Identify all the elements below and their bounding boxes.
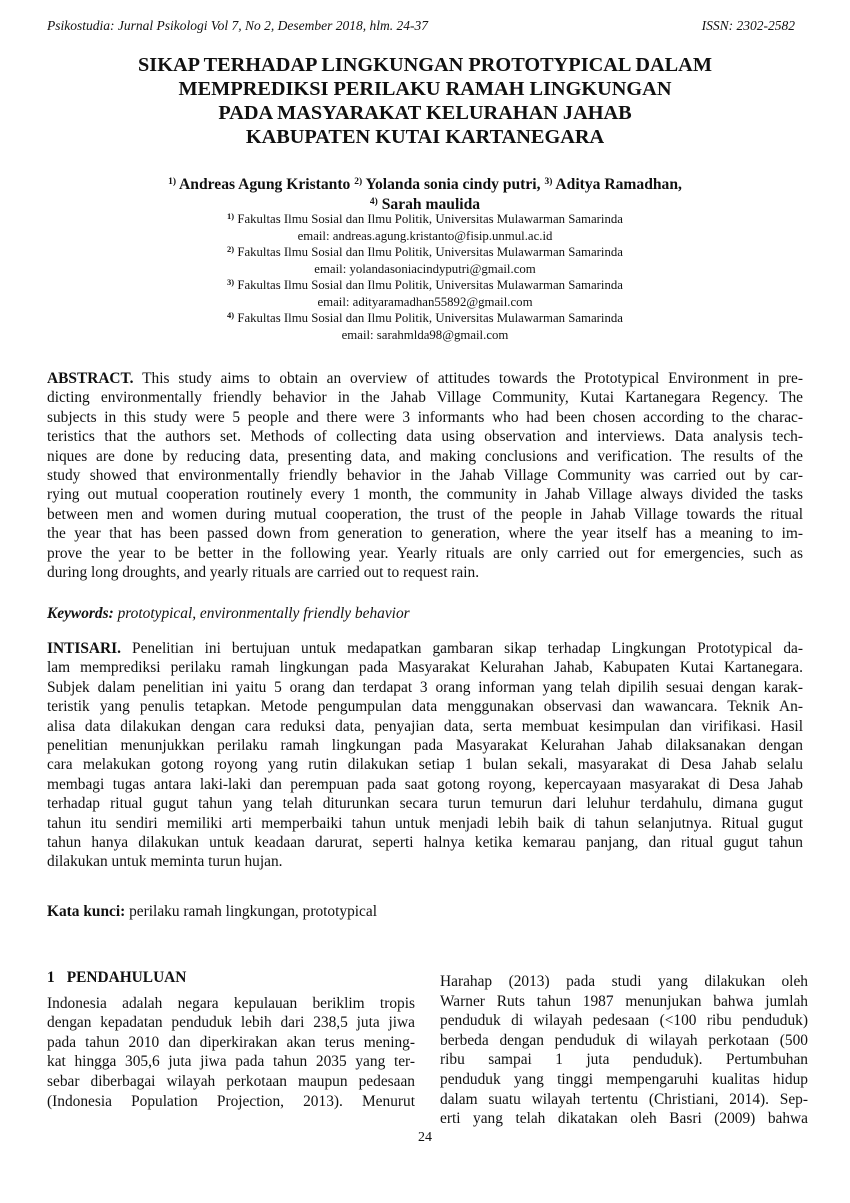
body-line: berbeda dengan penduduk di wilayah perkotaan (500 <box>440 1031 808 1049</box>
body-line: (Indonesia Population Projection, 2013). Menurut <box>47 1092 415 1110</box>
body-line: dalam suatu wilayah tertentu (Christiani, 2014). Sep- <box>440 1090 808 1108</box>
intisari-line: teristik yang penulis tetapkan. Metode pengumpulan data menggunakan observasi dan wawancara. Teknik An- <box>47 698 803 716</box>
kata-kunci-text: perilaku ramah lingkungan, prototypical <box>129 903 377 920</box>
title-line: KABUPATEN KUTAI KARTANEGARA <box>245 126 605 148</box>
body-line: Harahap (2013) pada studi yang dilakukan oleh <box>440 973 808 990</box>
affiliation-email: email: adityaramadhan55892@gmail.com <box>317 294 533 309</box>
affiliation-marker: 1) <box>227 211 235 221</box>
author-name: Yolanda sonia cindy putri, <box>365 176 541 193</box>
intisari-line: lam memprediksi perilaku ramah lingkungan pada Masyarakat Kelurahan Jahab, Kabupaten Kutai Kartanegara. <box>47 659 803 677</box>
section-title: PENDAHULUAN <box>66 969 187 986</box>
abstract-line: between men and women during mutual cooperation, the trust of the people in Jahab Village towards the ritual <box>47 505 803 523</box>
body-line: erti yang telah dikatakan oleh Basri (2009) bahwa <box>440 1110 808 1128</box>
author-marker: 3) <box>544 177 553 187</box>
abstract-line: subjects in this study were 5 people and there were 3 informants who had been chosen according to the charac- <box>47 408 803 426</box>
affiliation-email: email: sarahmlda98@gmail.com <box>341 327 509 342</box>
abstract-line: prove the year to be better in the following year. Yearly rituals are only carried out for emergencies, such as <box>47 544 803 562</box>
abstract-line: teristics that the authors set. Methods of collecting data using observation and interviews. Data analysis tech- <box>47 428 803 446</box>
page-number: 24 <box>418 1130 432 1145</box>
abstract <box>47 369 803 582</box>
intisari-line: cara melakukan gotong royong yang rutin dilakukan setiap 1 bulan sekali, masyarakat di Desa Jahab selalu <box>47 756 803 774</box>
author-list <box>40 175 810 215</box>
title-line: MEMPREDIKSI PERILAKU RAMAH LINGKUNGAN <box>178 78 672 100</box>
affiliation-institution: $^{3)}$ Fakultas Ilmu Sosial dan Ilmu Politik, Universitas Mulawarman Samarinda <box>227 277 623 292</box>
affiliation-marker: 3) <box>227 277 235 287</box>
affiliation-institution: $^{4)}$ Fakultas Ilmu Sosial dan Ilmu Politik, Universitas Mulawarman Samarinda <box>227 310 623 325</box>
paper-title <box>60 53 790 149</box>
right-column <box>440 972 808 1129</box>
author-name: Andreas Agung Kristanto <box>179 176 351 193</box>
title-line: PADA MASYARAKAT KELURAHAN JAHAB <box>218 102 632 124</box>
intisari-line: dilakukan untuk meminta turun hujan. <box>47 853 283 871</box>
abstract-line: ABSTRACT. This study aims to obtain an overview of attitudes towards the Prototypical Environment in pre- <box>47 370 803 387</box>
affiliation-email: email: yolandasoniacindyputri@gmail.com <box>314 261 536 276</box>
abstract-line: study showed that environmentally friendly behavior in the Jahab Village Community was carried out by car- <box>47 467 803 485</box>
body-line: sebar diberbagai wilayah perkotaan maupun pedesaan <box>47 1072 415 1090</box>
body-line: ribu sampai 1 juta penduduk). Pertumbuhan <box>440 1051 808 1069</box>
body-line: penduduk yang tinggi mempengaruhi kualitas hidup <box>440 1070 808 1088</box>
abstract-line: niques are done by reducing data, presenting data, and making conclusions and verification. The results of the <box>47 447 803 465</box>
body-line: Indonesia adalah negara kepulauan beriklim tropis <box>47 994 415 1012</box>
issn-label: ISSN: 2302-2582 <box>701 18 795 33</box>
intisari-line: tahun itu sendiri memiliki arti memperbaiki tahun untuk menjadi lebih baik di tahun selanjutnya. Ritual gugut <box>47 814 803 832</box>
intisari-line: terhadap ritual gugut tahun yang telah diturunkan secara turun temurun dari leluhur terdahulu, dimana gugut <box>47 795 803 813</box>
section-number: 1 <box>47 969 55 986</box>
keywords-text: prototypical, environmentally friendly behavior <box>117 605 410 622</box>
left-column <box>47 968 415 1111</box>
abstract-line: during long droughts, and yearly rituals are carried out to request rain. <box>47 564 480 582</box>
keywords-label: Keywords: <box>47 605 114 622</box>
intisari-line: tahun hanya dilakukan untuk keadaan darurat, seperti halnya ketika kemarau panjang, dan ritual gugut tahun <box>47 834 803 852</box>
affiliation-institution: $^{2)}$ Fakultas Ilmu Sosial dan Ilmu Politik, Universitas Mulawarman Samarinda <box>227 244 623 259</box>
author-marker: 4) <box>369 197 378 207</box>
body-line: pada tahun 2010 dan diperkirakan akan terus mening- <box>47 1033 415 1051</box>
intisari <box>47 639 803 872</box>
section-heading <box>47 968 415 988</box>
intisari-line: INTISARI. Penelitian ini bertujuan untuk medapatkan gambaran sikap terhadap Lingkungan Prototypical da- <box>47 640 803 657</box>
author-name: Sarah maulida <box>381 196 481 213</box>
intisari-line: Subjek dalam penelitian ini yaitu 5 orang dan terdapat 3 orang informan yang telah dipilih sesuai dengan karak- <box>47 678 803 696</box>
author-marker: 2) <box>354 177 363 187</box>
abstract-label: ABSTRACT. <box>47 370 134 387</box>
intisari-line: membagi tugas antara laki-laki dan perempuan pada saat gotong royong, kepercayaan masyarakat di Desa Jahab <box>47 775 803 793</box>
body-line: penduduk di wilayah pedesaan (<100 ribu penduduk) <box>440 1012 808 1030</box>
affiliation-marker: 2) <box>227 244 235 254</box>
affiliation-list <box>40 211 810 343</box>
affiliation-institution: $^{1)}$ Fakultas Ilmu Sosial dan Ilmu Politik, Universitas Mulawarman Samarinda <box>227 211 623 226</box>
kata-kunci-label: Kata kunci: <box>47 903 126 920</box>
body-line: Warner Ruts tahun 1987 menunjukan bahwa jumlah <box>440 992 808 1010</box>
journal-citation: Psikostudia: Jurnal Psikologi Vol 7, No 2, Desember 2018, hlm. 24-37 <box>47 18 428 33</box>
running-header <box>47 18 795 34</box>
intisari-line: penelitian menunjukkan perilaku ramah lingkungan pada Masyarakat Kelurahan Jahab dilaksanakan dengan <box>47 737 803 755</box>
author-name: Aditya Ramadhan, <box>555 176 682 193</box>
intisari-label: INTISARI. <box>47 640 121 657</box>
author-marker: 1) <box>168 177 176 187</box>
abstract-line: rying out mutual cooperation routinely every 1 month, the community in Jahab Village always divided the tasks <box>47 486 803 504</box>
intisari-line: alisa data dilakukan dengan cara reduksi data, penyajian data, serta membuat kesimpulan dan virifikasi. Hasil <box>47 717 803 735</box>
kata-kunci <box>47 902 803 921</box>
title-line: SIKAP TERHADAP LINGKUNGAN PROTOTYPICAL DALAM <box>138 54 712 76</box>
affiliation-marker: 4) <box>227 310 235 320</box>
affiliation-email: email: andreas.agung.kristanto@fisip.unmul.ac.id <box>297 228 553 243</box>
abstract-line: dicting environmentally friendly behavior in the Jahab Village Community, Kutai Kartanegara Regency. The <box>47 389 803 407</box>
body-line: kat hingga 305,6 juta jiwa pada tahun 2035 yang ter- <box>47 1053 415 1071</box>
abstract-line: the year that has been passed down from generation to generation, where the year itself has a meaning to im- <box>47 525 803 543</box>
body-line: dengan kepadatan penduduk lebih dari 238,5 juta jiwa <box>47 1014 415 1032</box>
keywords <box>47 604 803 623</box>
